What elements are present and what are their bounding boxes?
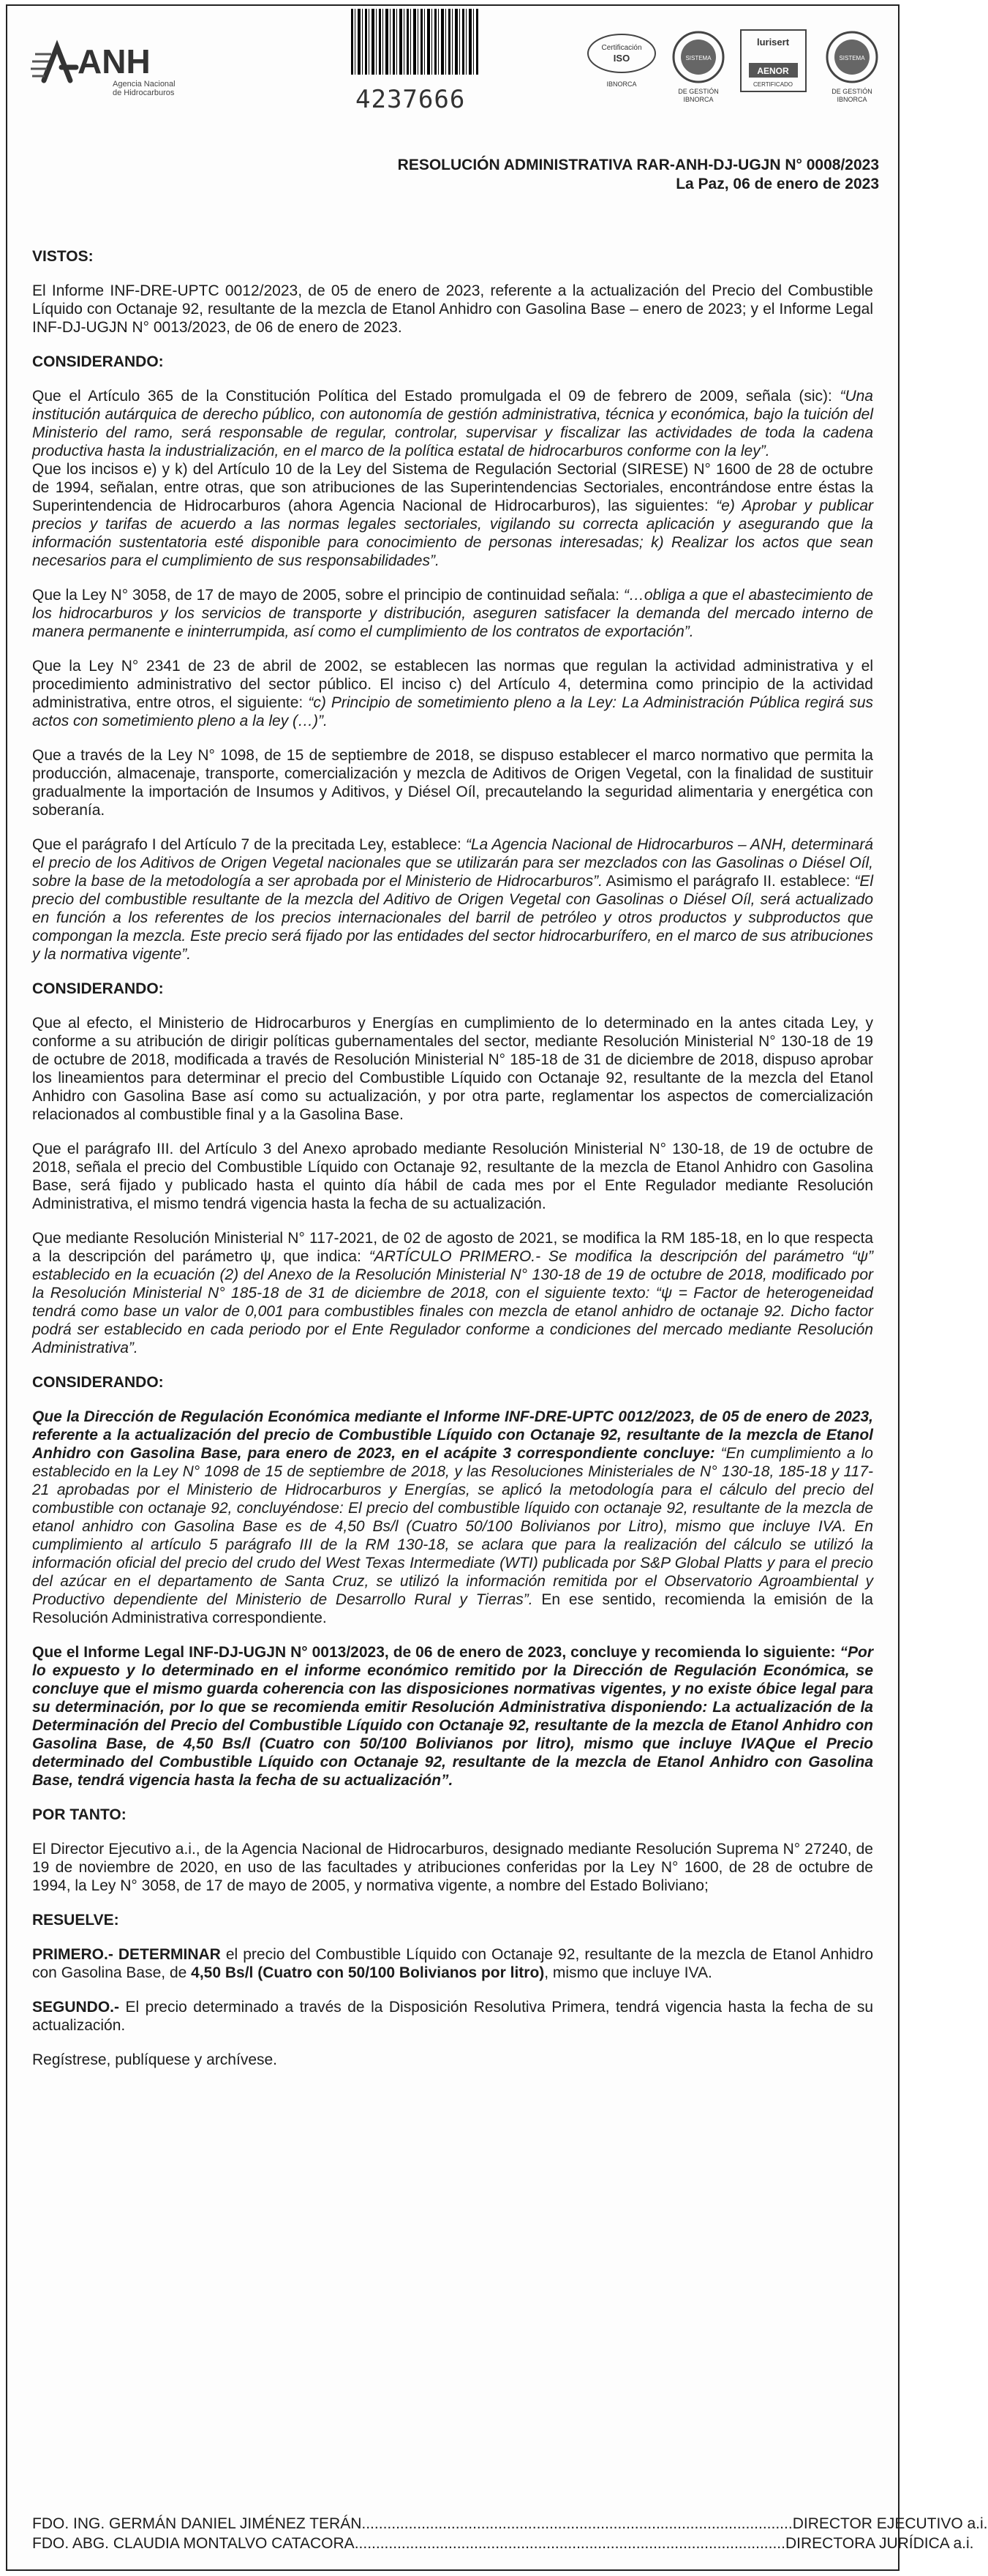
svg-text:SISTEMA: SISTEMA	[839, 55, 865, 61]
certification-badge: Certificación ISO IBNORCA	[585, 28, 658, 89]
closing-formula: Regístrese, publíquese y archívese.	[32, 2051, 278, 2068]
anh-logo	[29, 35, 212, 97]
paragraph: Que a través de la Ley N° 1098, de 15 de septiembre de 2018, se dispuso establecer el marco normativo que permita la producción, almacenaje, transporte, comercialización y mezcla de Aditivos de Origen Vegetal, con la finalidad de sustituir gradualmente la importación de Insumos y Aditivos, y Diésel Oíl, precautelando la seguridad alimentaria y energética con soberanía.	[32, 747, 873, 819]
paragraph: Que el parágrafo III. del Artículo 3 del Anexo aprobado mediante Resolución Ministerial N° 130-18, de 19 de octubre de 2018, señala el precio del Combustible Líquido con Octanaje 92, resultante de la mezcla de Etanol Anhidro con Gasolina Base, será fijado y publicado hasta el quinto día hábil de cada mes por el Ente Regulador mediante Resolución Administrativa, el mismo tendrá vigencia hasta la fecha de su actualización.	[32, 1141, 873, 1212]
iso-certification-icon	[585, 28, 658, 79]
dotted-leader: .....................................................................................................	[361, 2515, 793, 2532]
svg-text:Agencia Nacional: Agencia Nacional	[113, 80, 176, 89]
certification-badge	[739, 28, 808, 95]
svg-text:AENOR: AENOR	[757, 66, 789, 76]
paragraph: Que el Informe Legal INF-DJ-UGJN N° 0013/2023, de 06 de enero de 2023, concluye y recomienda lo siguiente: “Por lo expuesto y lo determinado en el informe económico remitido por la Dirección de Regulación Económica, se concluye que el mismo guarda coherencia con las disposiciones normativas vigentes, y no existe óbice legal para su determinación, por lo que se recomienda emitir Resolución Administrativa disponiendo: La actualización de la Determinación del Precio del Combustible Líquido con Octanaje 92, resultante de la mezcla de Etanol Anhidro con Gasolina Base, de 4,50 Bs/l (Cuatro con 50/100 Bolivianos por litro), mismo que incluye IVAQue el Precio determinado del Combustible Líquido con Octanaje 92, resultante de la mezcla de Etanol Anhidro con Gasolina Base, tendrá vigencia hasta la fecha de su actualización”.	[32, 1644, 873, 1789]
por-tanto-heading: POR TANTO:	[32, 1806, 127, 1823]
resolution-place-date: La Paz, 06 de enero de 2023	[676, 176, 879, 192]
considerando-heading: CONSIDERANDO:	[32, 980, 164, 997]
paragraph: Que el Artículo 365 de la Constitución Política del Estado promulgada el 09 de febrero de 2009, señala (sic): “Una institución autárquica de derecho público, con autonomía de gestión administrativa, técnica y económica, bajo la tuición del Ministerio del ramo, será responsable de regular, controlar, supervisar y fiscalizar las actividades de toda la cadena productiva hasta la industrialización, en el marco de la política estatal de hidrocarburos conforme con la ley”.	[32, 388, 873, 459]
paragraph: El Director Ejecutivo a.i., de la Agencia Nacional de Hidrocarburos, designado mediante Resolución Suprema N° 27240, de 19 de noviembre de 2020, en uso de las facultades y atribuciones conferidas por la Ley N° 1600, de 28 de octubre de 1994, la Ley N° 3058, de 17 de mayo de 2005, y normativa vigente, a nombre del Estado Boliviano;	[32, 1841, 873, 1894]
signatory-role: DIRECTOR EJECUTIVO a.i.	[792, 2515, 988, 2532]
certification-badge: SISTEMA DE GESTIÓN IBNORCA	[669, 28, 728, 104]
svg-text:ISO: ISO	[613, 53, 630, 64]
barcode-number: 4237666	[355, 85, 466, 114]
document-header	[7, 6, 898, 192]
ibnorca-seal-icon	[669, 28, 728, 86]
considerando-heading: CONSIDERANDO:	[32, 1374, 164, 1391]
svg-text:lurisert: lurisert	[756, 37, 790, 48]
svg-text:SISTEMA: SISTEMA	[685, 55, 712, 61]
paragraph: Que al efecto, el Ministerio de Hidrocarburos y Energías en cumplimiento de lo determinado en la antes citada Ley, y conforme a su atribución de dirigir políticas gubernamentales del sector, mediante Resolución Ministerial N° 130-18 de 19 de octubre de 2018, modificada a través de Resolución Ministerial N° 185-18 de 31 de diciembre de 2018, dispuso aprobar los lineamientos para determinar el precio del Combustible Líquido con Octanaje 92, resultante de la mezcla del Etanol Anhidro con Gasolina Base así como su actualización, y por otra parte, reglamentar los aspectos de comercialización relacionados al combustible final y a la Gasolina Base.	[32, 1015, 873, 1123]
svg-text:Certificación: Certificación	[601, 44, 642, 52]
barcode	[351, 9, 505, 114]
paragraph: Que los incisos e) y k) del Artículo 10 de la Ley del Sistema de Regulación Sectorial (SIRESE) N° 1600 de 28 de octubre de 1994, señalan, entre otras, que son atribuciones de las Superintendencias Sectoriales, encontrándose entre éstas la Superintendencia de Hidrocarburos (ahora Agencia Nacional de Hidrocarburos), las siguientes: “e) Aprobar y publicar precios y tarifas de acuerdo a las normas legales sectoriales, vigilando su correcta aplicación y asegurando que la información sustentatoria esté disponible para conocimiento de personas interesadas; k) Realizar los actos que sean necesarios para el cumplimiento de sus responsabilidades”.	[32, 461, 873, 569]
svg-text:ANH: ANH	[78, 42, 151, 80]
signatory-name: FDO. ING. GERMÁN DANIEL JIMÉNEZ TERÁN	[32, 2515, 362, 2532]
certification-logos	[585, 28, 892, 116]
paragraph: Que la Ley N° 3058, de 17 de mayo de 2005, sobre el principio de continuidad señala: “…obliga a que el abastecimiento de los hidrocarburos y los servicios de transporte y distribución, aseguren satisfacer la demanda del mercado interno de manera permanente e ininterrumpida, así como el cumplimiento de los contratos de exportación”.	[32, 587, 873, 640]
aenor-certificate-icon	[739, 28, 808, 94]
vistos-heading: VISTOS:	[32, 248, 94, 265]
resuelve-segundo: SEGUNDO.- El precio determinado a través de la Disposición Resolutiva Primera, tendrá vigencia hasta la fecha de su actualización.	[32, 1999, 873, 2034]
paragraph: Que mediante Resolución Ministerial N° 117-2021, de 02 de agosto de 2021, se modifica la RM 185-18, en lo que respecta a la descripción del parámetro ψ, que indica: “ARTÍCULO PRIMERO.- Se modifica la descripción del parámetro “ψ” establecido en la ecuación (2) del Anexo de la Resolución Ministerial N° 130-18 de 19 de octubre de 2018, modificado por la Resolución Ministerial N° 185-18 de 31 de diciembre de 2018, con el siguiente texto: “ψ = Factor de heterogeneidad tendrá como base un valor de 0,001 para combustibles finales con mezcla de etanol anhidro de octanaje 92. Dicho factor podrá ser establecido en cada periodo por el Ente Regulador conforme a condiciones del mercado mediante Resolución Administrativa”.	[32, 1230, 874, 1356]
document-page	[6, 4, 988, 2571]
resuelve-primero: PRIMERO.- DETERMINAR el precio del Combustible Líquido con Octanaje 92, resultante de la mezcla de Etanol Anhidro con Gasolina Base, de 4,50 Bs/l (Cuatro con 50/100 Bolivianos por litro), mismo que incluye IVA.	[32, 1946, 873, 1981]
resuelve-heading: RESUELVE:	[32, 1912, 119, 1929]
document-body	[32, 247, 873, 2085]
svg-text:CERTIFICADO: CERTIFICADO	[753, 81, 793, 88]
paragraph: Que la Ley N° 2341 de 23 de abril de 2002, se establecen las normas que regulan la actividad administrativa y el procedimiento administrativo del sector público. El inciso c) del Artículo 4, determina como principio de la actividad administrativa, entre otros, el siguiente: “c) Principio de sometimiento pleno a la Ley: La Administración Pública regirá sus actos con sometimiento pleno a la ley (…)”.	[32, 658, 873, 729]
resolution-heading	[398, 156, 879, 194]
certification-badge: SISTEMA DE GESTIÓN IBNORCA	[823, 28, 881, 104]
signatures	[32, 2514, 988, 2553]
anh-logo-icon	[29, 35, 212, 97]
vistos-paragraph: El Informe INF-DRE-UPTC 0012/2023, de 05 de enero de 2023, referente a la actualización del Precio del Combustible Líquido con Octanaje 92, resultante de la mezcla de Etanol Anhidro con Gasolina Base – enero de 2023; y el Informe Legal INF-DJ-UGJN N° 0013/2023, de 06 de enero de 2023.	[32, 282, 873, 336]
resolution-title: RESOLUCIÓN ADMINISTRATIVA RAR-ANH-DJ-UGJN N° 0008/2023	[397, 157, 879, 173]
paragraph: Que la Dirección de Regulación Económica mediante el Informe INF-DRE-UPTC 0012/2023, de 05 de enero de 2023, referente a la actualización del precio de Combustible Líquido con Octanaje 92, resultante de la mezcla de Etanol Anhidro con Gasolina Base, para enero de 2023, en el acápite 3 correspondiente concluye: “En cumplimiento a lo establecido en la Ley N° 1098 de 15 de septiembre de 2018, y las Resoluciones Ministeriales de N° 130-18, 185-18 y 117-21 aprobadas por el Ministerio de Hidrocarburos y Energías, se aplicó la metodología para el cálculo del precio del combustible con octanaje 92, concluyéndose: El precio del combustible líquido con octanaje 92, resultante de la mezcla de etanol anhidro con Gasolina Base es de 4,50 Bs/l (Cuatro 50/100 Bolivianos por Litro), mismo que incluye IVA. En cumplimiento al artículo 5 parágrafo III de la RM 130-18, se aclara que para la realización del cálculo se utilizó la información oficial del precio del crudo del West Texas Intermediate (WTI) publicada por S&P Global Platts y para el precio del azúcar en el departamento de Santa Cruz, se utilizó la información remitida por el Observatorio Agroambiental y Productivo dependiente del Ministerio de Desarrollo Rural y Tierras”. En ese sentido, recomienda la emisión de la Resolución Administrativa correspondiente.	[32, 1408, 873, 1626]
signatory-role: DIRECTORA JURÍDICA a.i.	[785, 2535, 974, 2552]
ibnorca-seal-icon	[823, 28, 881, 86]
signatory-name: FDO. ABG. CLAUDIA MONTALVO CATACORA	[32, 2535, 355, 2552]
paragraph: Que el parágrafo I del Artículo 7 de la precitada Ley, establece: “La Agencia Nacional de Hidrocarburos – ANH, determinará el precio de los Aditivos de Origen Vegetal nacionales que se utilizarán para ser mezclados con las Gasolinas o Diésel Oíl, sobre la base de la metodología a ser aprobada por el Ministerio de Hidrocarburos”. Asimismo el parágrafo II. establece: “El precio del combustible resultante de la mezcla del Aditivo de Origen Vegetal con Gasolinas o Diésel Oíl, será actualizado en función a los referentes de los precios internacionales del barril de petróleo y otros productos y subproductos que compongan la mezcla. Este precio será fijado por las entidades del sector hidrocarburífero, en el marco de sus atribuciones y la normativa vigente”.	[32, 836, 873, 963]
signature-line	[32, 2514, 988, 2534]
svg-text:de Hidrocarburos: de Hidrocarburos	[113, 89, 175, 97]
considerando-heading: CONSIDERANDO:	[32, 353, 164, 370]
dotted-leader: .....................................................................................................	[354, 2535, 785, 2552]
signature-line	[32, 2534, 974, 2553]
barcode-bars	[351, 9, 479, 75]
